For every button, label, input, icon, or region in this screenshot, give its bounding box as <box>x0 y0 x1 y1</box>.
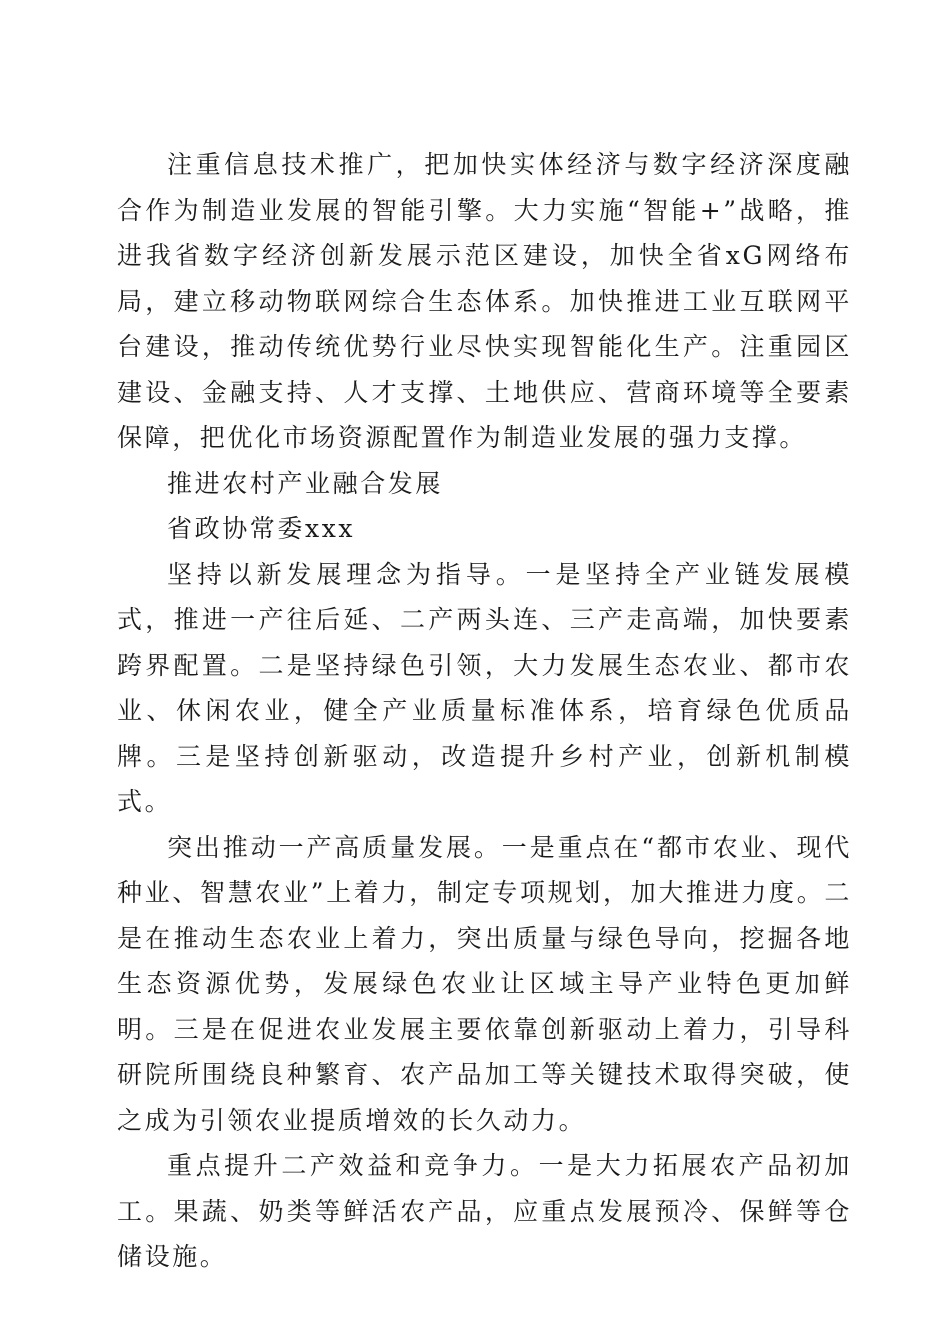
body-paragraph-3: 重点提升二产效益和竞争力。一是大力拓展农产品初加工。果蔬、奶类等鲜活农产品，应重点发展预冷、保鲜等仓储设施。 <box>117 1151 852 1271</box>
document-body <box>117 142 852 1280</box>
author-line: 省政协常委xxx <box>167 514 356 543</box>
body-paragraph-1: 坚持以新发展理念为指导。一是坚持全产业链发展模式，推进一产往后延、二产两头连、三产走高端，加快要素跨界配置。二是坚持绿色引领，大力发展生态农业、都市农业、休闲农业，健全产业质量标准体系，培育绿色优质品牌。三是坚持创新驱动，改造提升乡村产业，创新机制模式。 <box>117 559 852 816</box>
intro-paragraph: 注重信息技术推广，把加快实体经济与数字经济深度融合作为制造业发展的智能引擎。大力实施“智能+”战略，推进我省数字经济创新发展示范区建设，加快全省xG网络布局，建立移动物联网综合生态体系。加快推进工业互联网平台建设，推动传统优势行业尽快实现智能化生产。注重园区建设、金融支持、人才支撑、土地供应、营商环境等全要素保障，把优化市场资源配置作为制造业发展的强力支撑。 <box>117 150 852 452</box>
section-title: 推进农村产业融合发展 <box>167 468 444 498</box>
body-paragraph-2: 突出推动一产高质量发展。一是重点在“都市农业、现代种业、智慧农业”上着力，制定专项规划，加大推进力度。二是在推动生态农业上着力，突出质量与绿色导向，挖掘各地生态资源优势，发展绿色农业让区域主导产业特色更加鲜明。三是在促进农业发展主要依靠创新驱动上着力，引导科研院所围绕良种繁育、农产品加工等关键技术取得突破，使之成为引领农业提质增效的长久动力。 <box>117 832 852 1135</box>
